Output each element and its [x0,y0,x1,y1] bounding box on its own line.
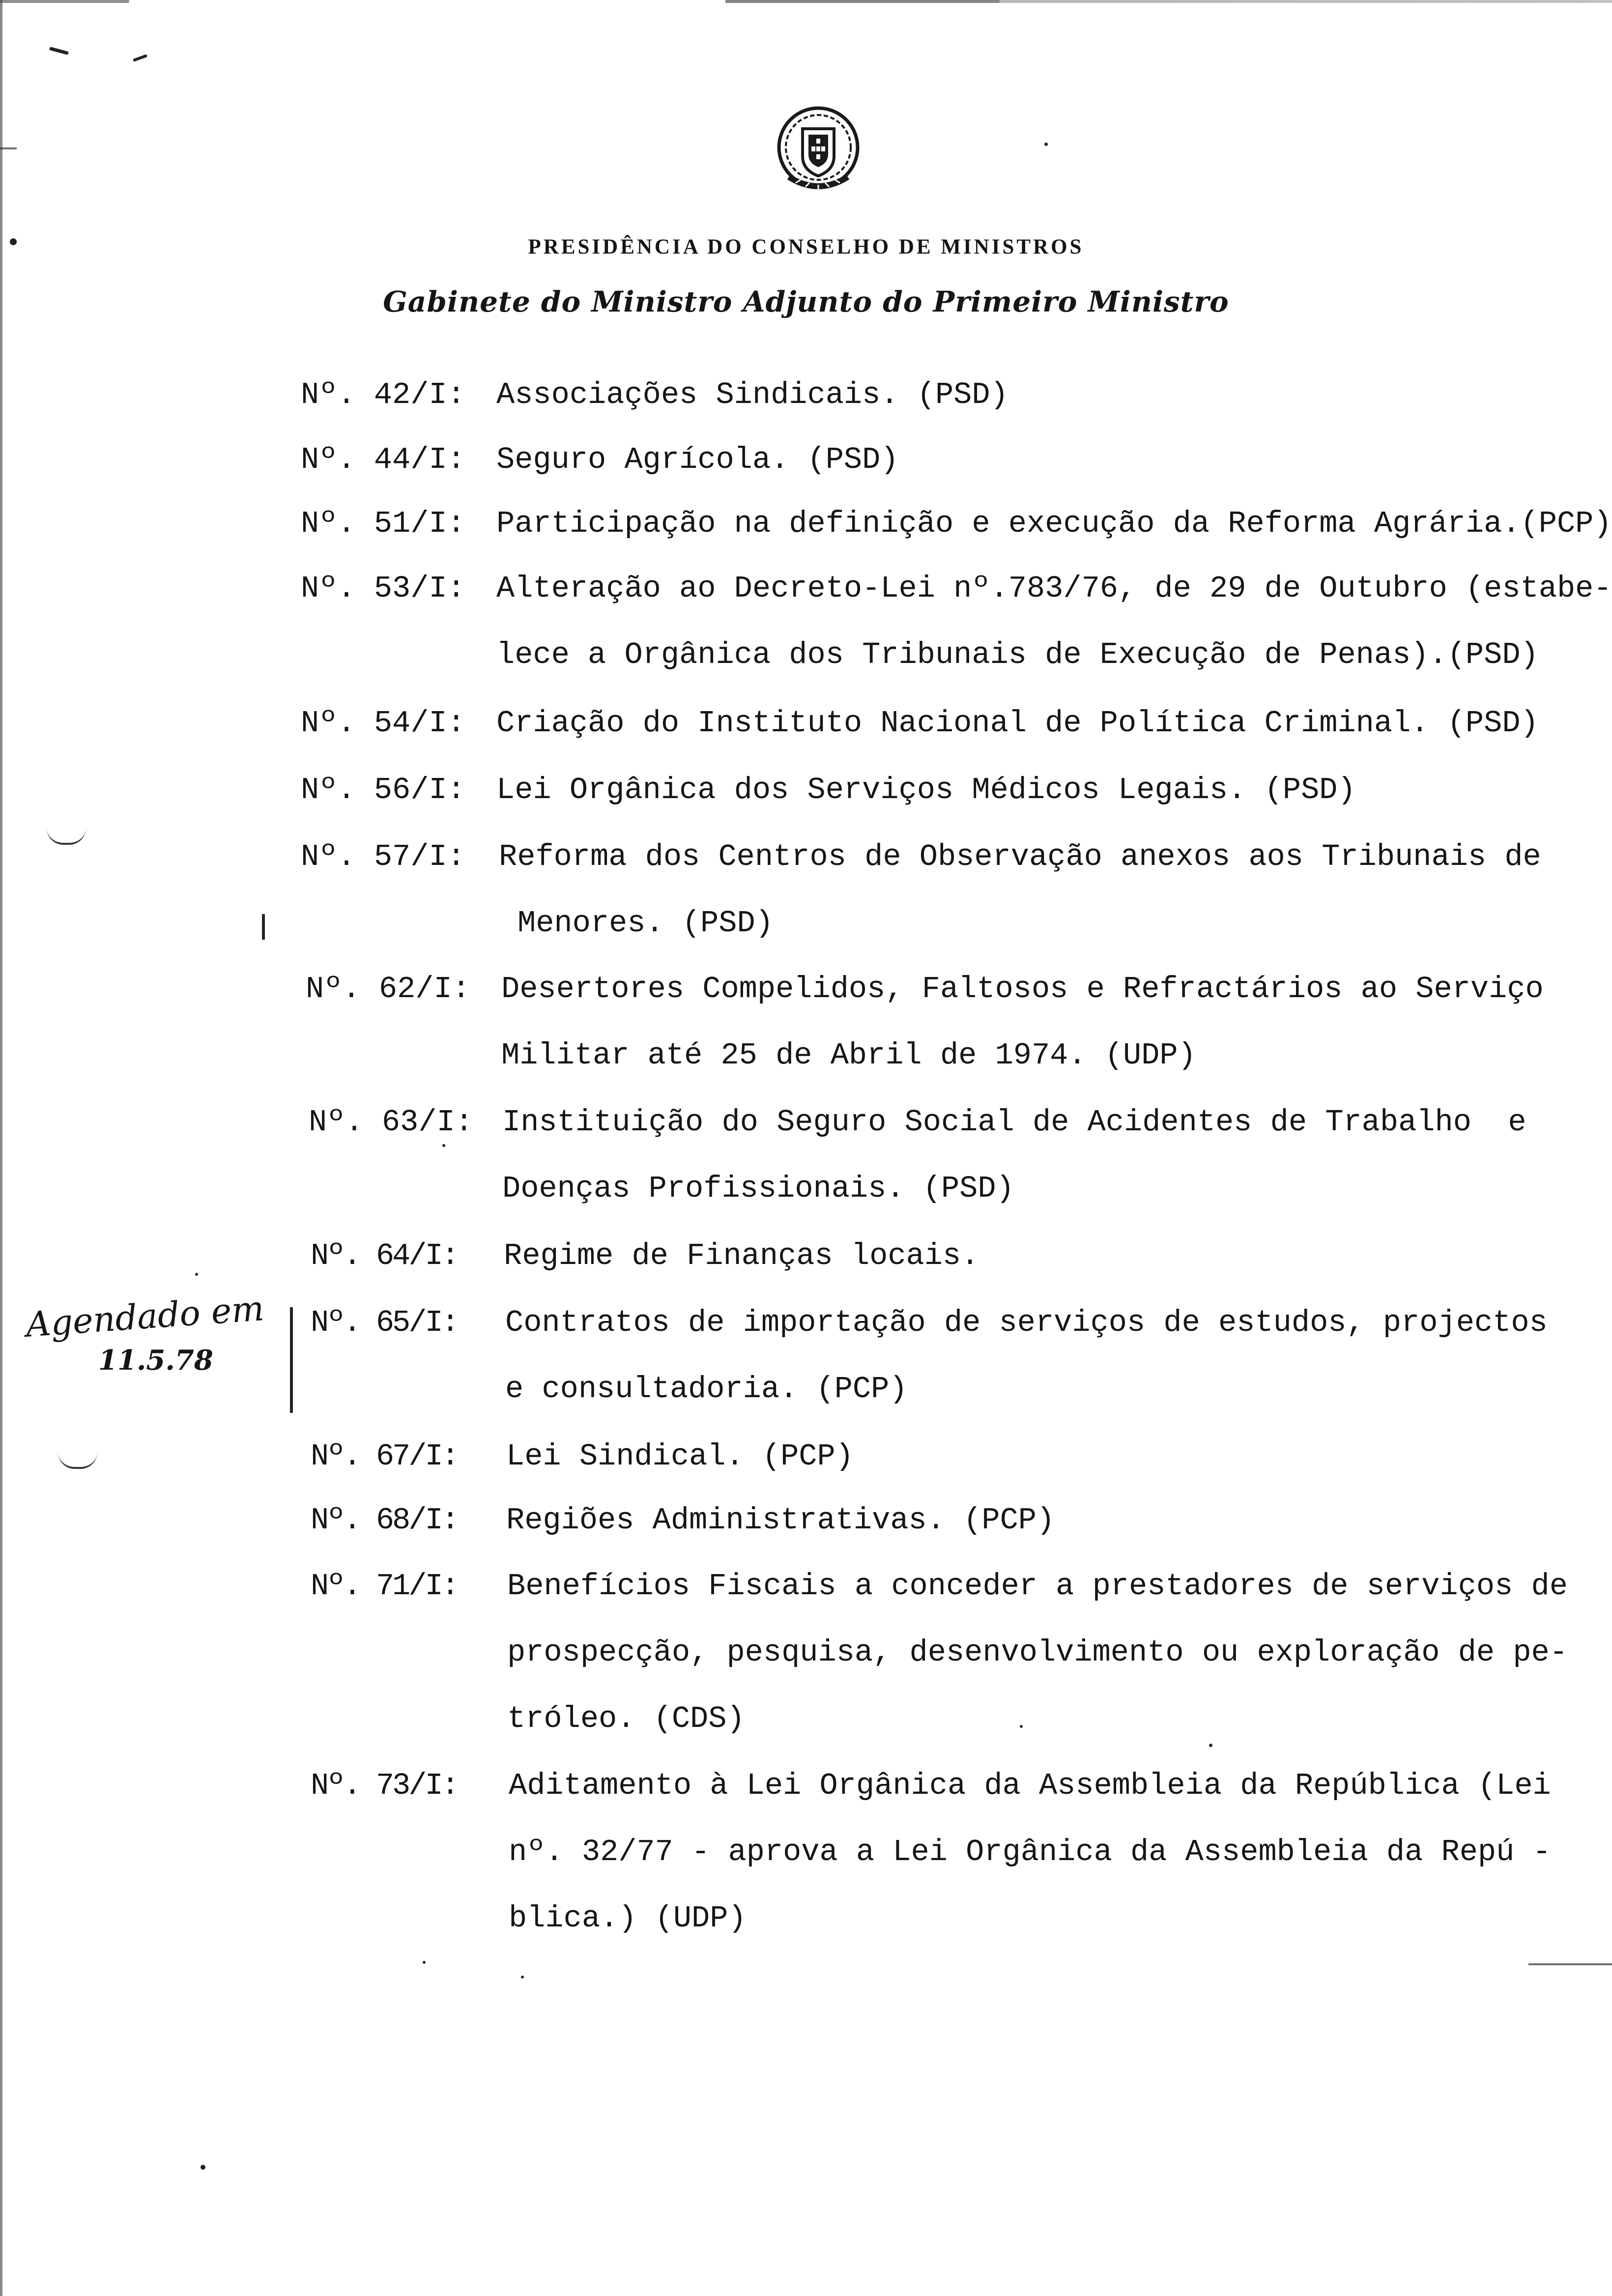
item-title-line: Regime de Finanças locais. [504,1238,979,1273]
item-title [505,1290,1548,1422]
item-title [496,427,899,493]
margin-note-text: Agendado em [25,1288,265,1345]
item-title-line: Contratos de importação de serviços de estudos, projectos [505,1305,1548,1340]
item-number: Nº. 73/I: [311,1768,458,1803]
item-number: Nº. 67/I: [311,1439,458,1474]
item-title-line: Aditamento à Lei Orgânica da Assembleia da República (Lei [509,1768,1551,1803]
item-title [509,1752,1551,1952]
margin-note-date: 11.5.78 [98,1344,213,1377]
item-title-line: prospecção, pesquisa, desenvolvimento ou exploração de pe- [507,1635,1568,1670]
item-number: Nº. 64/I: [311,1238,458,1273]
item-title-line: Instituição do Seguro Social de Acidentes de Trabalho e [502,1105,1526,1140]
item-title-line: Benefícios Fiscais a conceder a prestadores de serviços de [507,1569,1568,1604]
item-title [499,824,1541,956]
item-title-line: Desertores Compelidos, Faltosos e Refractários ao Serviço [501,972,1544,1006]
handwritten-margin-note [15,1288,265,1383]
item-title [496,555,1612,688]
item-number: Nº. 51/I: [301,506,465,541]
item-number: Nº. 53/I: [301,571,465,606]
item-title [496,362,1008,428]
item-title [507,1553,1568,1752]
item-title [501,956,1544,1089]
item-number: Nº. 54/I: [301,706,465,741]
office-subheading: Gabinete do Ministro Adjunto do Primeiro Ministro [383,285,1229,318]
item-title-line: Alteração ao Decreto-Lei nº.783/76, de 29 de Outubro (estabe- [496,571,1612,606]
item-number: Nº. 62/I: [306,972,470,1006]
item-number: Nº. 57/I: [301,839,465,874]
item-title-line: nº. 32/77 - aprova a Lei Orgânica da Assembleia da Repú - [509,1835,1551,1869]
item-title-line: tróleo. (CDS) [507,1701,745,1736]
item-title-line: Militar até 25 de Abril de 1974. (UDP) [501,1038,1196,1073]
item-title-line: Associações Sindicais. (PSD) [496,377,1008,412]
item-title-line: Doenças Profissionais. (PSD) [502,1171,1014,1206]
item-title [506,1487,1055,1553]
item-number: Nº. 68/I: [311,1503,458,1538]
item-number: Nº. 65/I: [311,1305,458,1340]
item-title [504,1223,979,1289]
item-title-line: lece a Orgânica dos Tribunais de Execução de Penas).(PSD) [496,637,1539,672]
item-title-line: blica.) (UDP) [509,1901,747,1936]
item-number: Nº. 71/I: [311,1569,458,1604]
item-title [496,490,1612,557]
margin-bracket-line [290,1307,293,1413]
item-title [496,690,1539,756]
organization-heading: PRESIDÊNCIA DO CONSELHO DE MINISTROS [528,235,1084,258]
item-number: Nº. 42/I: [301,377,465,412]
item-title-line: Seguro Agrícola. (PSD) [496,442,899,477]
item-title-line: Criação do Instituto Nacional de Política Criminal. (PSD) [496,706,1539,741]
item-title-line: e consultadoria. (PCP) [505,1372,908,1406]
item-title-line: Lei Orgânica dos Serviços Médicos Legais. (PSD) [496,773,1356,807]
item-title-line: Participação na definição e execução da Reforma Agrária.(PCP) [496,506,1612,541]
item-title-line: Menores. (PSD) [518,906,774,941]
item-title [502,1089,1526,1222]
item-title [496,757,1356,823]
item-number: Nº. 56/I: [301,773,465,807]
item-title-line: Regiões Administrativas. (PCP) [506,1503,1055,1538]
item-number: Nº. 44/I: [301,442,465,477]
item-title-line: Reforma dos Centros de Observação anexos aos Tribunais de [499,839,1541,874]
item-number: Nº. 63/I: [309,1105,473,1140]
item-title-line: Lei Sindical. (PCP) [506,1439,854,1474]
item-title [506,1423,854,1490]
